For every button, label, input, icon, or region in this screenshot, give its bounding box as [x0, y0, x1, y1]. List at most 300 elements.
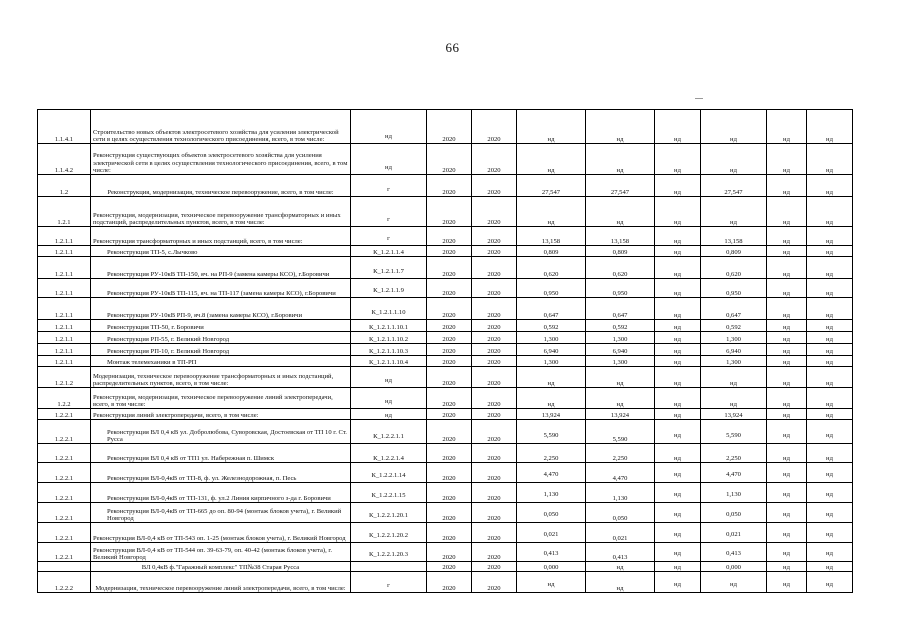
end-year-cell-text: 2020 [487, 474, 501, 482]
value-cell-1-text: 0,592 [543, 323, 559, 331]
end-year-cell-text: 2020 [487, 563, 501, 571]
start-year-cell-text: 2020 [442, 270, 456, 278]
value-cell-4 [701, 320, 767, 332]
row-code-cell [351, 197, 427, 227]
value-cell-3 [655, 227, 701, 246]
value-cell-2-text: 1,300 [612, 335, 628, 343]
value-cell-1-text: 1,300 [543, 335, 559, 343]
value-cell-3-text: нд [674, 270, 681, 278]
row-name-cell-text: Модернизация, техническое перевооружение линий электропередачи, всего, в том числе: [95, 584, 346, 592]
value-cell-1-text: 0,000 [543, 563, 559, 571]
value-cell-1-text: 1,300 [543, 358, 559, 366]
value-cell-5-text: нд [783, 166, 790, 174]
value-cell-3 [655, 444, 701, 463]
value-cell-2 [586, 367, 655, 388]
value-cell-6-text: нд [826, 311, 833, 319]
row-code-cell-text: К_1.2.2.1.20.2 [368, 531, 408, 539]
row-number-cell [38, 367, 91, 388]
row-number-cell-text: 1.2.2.1 [54, 534, 74, 542]
start-year-cell-text: 2020 [442, 188, 456, 196]
row-number-cell [38, 110, 91, 144]
value-cell-3 [655, 110, 701, 144]
value-cell-1 [517, 409, 586, 420]
value-cell-3-text: нд [674, 400, 681, 408]
row-code-cell [351, 367, 427, 388]
value-cell-4 [701, 197, 767, 227]
table-row [38, 320, 853, 332]
value-cell-2-text: 0,050 [612, 514, 628, 522]
value-cell-1 [517, 320, 586, 332]
value-cell-4 [701, 444, 767, 463]
value-cell-5-text: нд [783, 135, 790, 143]
end-year-cell-text: 2020 [487, 270, 501, 278]
row-number-cell [38, 463, 91, 483]
row-number-cell-text: 1.2.1.1 [54, 347, 74, 355]
table-row [38, 279, 853, 298]
row-number-cell-text: 1.2.2.2 [54, 584, 74, 592]
row-name-cell [91, 332, 351, 344]
start-year-cell [427, 298, 472, 320]
value-cell-5 [767, 344, 807, 356]
value-cell-2 [586, 332, 655, 344]
row-code-cell-text: К_1.2.2.1.15 [371, 491, 406, 499]
row-code-cell-text: нд [385, 397, 392, 405]
row-name-cell-text: Монтаж телемеханики в ТП-РП [107, 358, 197, 366]
row-code-cell [351, 463, 427, 483]
row-number-cell-text: 1.2.1.1 [54, 289, 74, 297]
value-cell-3 [655, 483, 701, 503]
row-name-cell-text: Реконструкция ВЛ 0,4 кВ от ТП1 ул. Набережная п. Шимск [107, 454, 275, 462]
value-cell-1-text: 0,050 [543, 510, 559, 518]
row-code-cell-text: К_1.2.1.1.10.1 [368, 323, 408, 331]
value-cell-1 [517, 503, 586, 523]
value-cell-2-text: 4,470 [612, 474, 628, 482]
value-cell-2 [586, 420, 655, 444]
value-cell-1 [517, 543, 586, 562]
start-year-cell [427, 246, 472, 257]
value-cell-3-text: нд [674, 311, 681, 319]
row-name-cell-text: Реконструкция РУ-10кВ ТП-150, яч. на РП-9 (замена камеры КСО), г.Боровичи [107, 270, 330, 278]
value-cell-6-text: нд [826, 289, 833, 297]
start-year-cell-text: 2020 [442, 411, 456, 419]
start-year-cell [427, 409, 472, 420]
value-cell-6-text: нд [826, 358, 833, 366]
value-cell-6-text: нд [826, 530, 833, 538]
value-cell-4-text: 4,470 [726, 470, 741, 478]
value-cell-5-text: нд [783, 510, 790, 518]
end-year-cell [472, 320, 517, 332]
value-cell-2 [586, 246, 655, 257]
value-cell-5 [767, 227, 807, 246]
value-cell-2 [586, 463, 655, 483]
investment-program-table [37, 109, 852, 593]
value-cell-6 [807, 463, 853, 483]
value-cell-6 [807, 388, 853, 409]
value-cell-4 [701, 332, 767, 344]
start-year-cell-text: 2020 [442, 400, 456, 408]
table-row [38, 483, 853, 503]
row-code-cell-text: нд [385, 411, 392, 419]
end-year-cell [472, 279, 517, 298]
end-year-cell [472, 144, 517, 175]
start-year-cell [427, 483, 472, 503]
end-year-cell [472, 503, 517, 523]
end-year-cell [472, 444, 517, 463]
table-row [38, 562, 853, 572]
start-year-cell-text: 2020 [442, 335, 456, 343]
value-cell-2 [586, 110, 655, 144]
row-code-cell-text: К_1.2.1.1.10.3 [368, 347, 408, 355]
row-code-cell [351, 320, 427, 332]
value-cell-6-text: нд [826, 563, 833, 571]
value-cell-6 [807, 562, 853, 572]
row-name-cell [91, 523, 351, 543]
value-cell-3-text: нд [674, 188, 681, 196]
value-cell-6-text: нд [826, 218, 833, 226]
row-number-cell [38, 175, 91, 197]
value-cell-6 [807, 298, 853, 320]
end-year-cell-text: 2020 [487, 135, 501, 143]
value-cell-4-text: нд [730, 400, 737, 408]
start-year-cell-text: 2020 [442, 454, 456, 462]
row-code-cell-text: К_1.2.1.1.10.4 [368, 358, 408, 366]
value-cell-4 [701, 279, 767, 298]
value-cell-2 [586, 572, 655, 593]
end-year-cell [472, 388, 517, 409]
value-cell-6 [807, 367, 853, 388]
row-code-cell-text: нд [385, 132, 392, 140]
start-year-cell-text: 2020 [442, 435, 456, 443]
start-year-cell-text: 2020 [442, 534, 456, 542]
value-cell-4-text: 0,592 [726, 323, 741, 331]
start-year-cell-text: 2020 [442, 474, 456, 482]
end-year-cell [472, 523, 517, 543]
value-cell-3 [655, 409, 701, 420]
row-name-cell-text: Реконструкция РП-55, г. Великий Новгород [107, 335, 230, 343]
end-year-cell [472, 227, 517, 246]
value-cell-3 [655, 279, 701, 298]
row-number-cell [38, 344, 91, 356]
value-cell-3-text: нд [674, 323, 681, 331]
row-number-cell-text: 1.2.1.1 [54, 237, 74, 245]
value-cell-6-text: нд [826, 431, 833, 439]
table-row [38, 367, 853, 388]
value-cell-3-text: нд [674, 335, 681, 343]
row-name-cell [91, 388, 351, 409]
value-cell-4 [701, 463, 767, 483]
value-cell-6-text: нд [826, 323, 833, 331]
value-cell-3 [655, 388, 701, 409]
value-cell-2 [586, 227, 655, 246]
value-cell-2-text: 0,809 [612, 248, 628, 256]
value-cell-6 [807, 409, 853, 420]
value-cell-3 [655, 298, 701, 320]
value-cell-5 [767, 356, 807, 367]
value-cell-1-text: 5,590 [543, 431, 559, 439]
table-row [38, 144, 853, 175]
table-row [38, 227, 853, 246]
start-year-cell [427, 110, 472, 144]
value-cell-6 [807, 246, 853, 257]
value-cell-1-text: нд [547, 166, 555, 174]
value-cell-6 [807, 320, 853, 332]
value-cell-5 [767, 257, 807, 279]
start-year-cell [427, 197, 472, 227]
value-cell-6-text: нд [826, 166, 833, 174]
value-cell-6-text: нд [826, 411, 833, 419]
value-cell-2-text: 0,950 [612, 289, 628, 297]
value-cell-1 [517, 197, 586, 227]
row-name-cell [91, 298, 351, 320]
row-name-cell [91, 463, 351, 483]
row-code-cell [351, 503, 427, 523]
value-cell-1 [517, 175, 586, 197]
row-number-cell [38, 320, 91, 332]
row-name-cell-text: Реконструкция трансформаторных и иных подстанций, всего, в том числе: [93, 237, 303, 245]
start-year-cell-text: 2020 [442, 514, 456, 522]
value-cell-4 [701, 409, 767, 420]
value-cell-5-text: нд [783, 454, 790, 462]
value-cell-5 [767, 332, 807, 344]
start-year-cell-text: 2020 [442, 289, 456, 297]
row-name-cell [91, 483, 351, 503]
value-cell-4-text: 1,300 [726, 358, 741, 366]
row-code-cell [351, 356, 427, 367]
value-cell-1 [517, 483, 586, 503]
row-code-cell [351, 298, 427, 320]
end-year-cell-text: 2020 [487, 166, 501, 174]
value-cell-2-text: 6,940 [612, 347, 628, 355]
start-year-cell [427, 279, 472, 298]
row-code-cell-text: г [387, 185, 390, 193]
value-cell-2-text: нд [616, 135, 624, 143]
value-cell-6-text: нд [826, 270, 833, 278]
value-cell-6 [807, 572, 853, 593]
value-cell-3 [655, 523, 701, 543]
value-cell-1-text: 27,547 [541, 188, 561, 196]
table-row [38, 420, 853, 444]
value-cell-5 [767, 562, 807, 572]
row-name-cell [91, 367, 351, 388]
value-cell-1 [517, 144, 586, 175]
end-year-cell [472, 197, 517, 227]
table-row [38, 356, 853, 367]
end-year-cell [472, 463, 517, 483]
value-cell-4-text: 0,050 [726, 510, 741, 518]
start-year-cell-text: 2020 [442, 563, 456, 571]
value-cell-1-text: 13,924 [541, 411, 561, 419]
row-code-cell [351, 246, 427, 257]
end-year-cell-text: 2020 [487, 379, 501, 387]
row-number-cell-text: 1.2.1.1 [54, 270, 74, 278]
value-cell-5 [767, 409, 807, 420]
start-year-cell [427, 572, 472, 593]
start-year-cell [427, 175, 472, 197]
row-code-cell-text: К_1.2.1.1.7 [373, 267, 404, 275]
value-cell-5-text: нд [783, 580, 790, 588]
value-cell-3-text: нд [674, 135, 681, 143]
value-cell-3-text: нд [674, 358, 681, 366]
value-cell-5 [767, 175, 807, 197]
value-cell-3-text: нд [674, 218, 681, 226]
value-cell-2-text: 1,130 [612, 494, 628, 502]
row-code-cell [351, 110, 427, 144]
value-cell-2-text: 0,021 [612, 534, 628, 542]
value-cell-2 [586, 144, 655, 175]
start-year-cell [427, 320, 472, 332]
value-cell-3-text: нд [674, 530, 681, 538]
value-cell-6-text: нд [826, 400, 833, 408]
value-cell-6 [807, 110, 853, 144]
value-cell-2 [586, 279, 655, 298]
end-year-cell [472, 367, 517, 388]
value-cell-3-text: нд [674, 237, 681, 245]
value-cell-1-text: нд [547, 379, 555, 387]
value-cell-6 [807, 523, 853, 543]
value-cell-4 [701, 523, 767, 543]
value-cell-2-text: 0,620 [612, 270, 628, 278]
value-cell-5 [767, 420, 807, 444]
value-cell-6-text: нд [826, 454, 833, 462]
row-code-cell [351, 409, 427, 420]
value-cell-5 [767, 144, 807, 175]
value-cell-1 [517, 356, 586, 367]
start-year-cell-text: 2020 [442, 379, 456, 387]
value-cell-4-text: 1,300 [726, 335, 741, 343]
value-cell-5-text: нд [783, 218, 790, 226]
value-cell-2 [586, 356, 655, 367]
value-cell-5-text: нд [783, 358, 790, 366]
table-row [38, 197, 853, 227]
value-cell-5-text: нд [783, 549, 790, 557]
row-code-cell-text: К_1.2.2.1.4 [373, 454, 404, 462]
row-number-cell [38, 409, 91, 420]
row-name-cell-text: Реконструкция РУ-10кВ ТП-115, яч. на ТП-117 (замена камеры КСО), г.Боровичи [107, 289, 336, 297]
value-cell-1-text: 0,413 [543, 549, 559, 557]
value-cell-2-text: 13,924 [610, 411, 630, 419]
row-code-cell [351, 543, 427, 562]
row-number-cell-text: 1.2.1.1 [54, 311, 74, 319]
value-cell-1 [517, 367, 586, 388]
value-cell-2-text: нд [616, 218, 624, 226]
value-cell-1-text: нд [547, 135, 555, 143]
end-year-cell [472, 572, 517, 593]
value-cell-1 [517, 110, 586, 144]
value-cell-4 [701, 246, 767, 257]
row-code-cell [351, 257, 427, 279]
row-number-cell-text: 1.2.2.1 [54, 435, 74, 443]
value-cell-6-text: нд [826, 510, 833, 518]
value-cell-5-text: нд [783, 431, 790, 439]
value-cell-5-text: нд [783, 347, 790, 355]
value-cell-6 [807, 144, 853, 175]
row-number-cell [38, 246, 91, 257]
value-cell-1 [517, 572, 586, 593]
value-cell-3-text: нд [674, 490, 681, 498]
start-year-cell [427, 227, 472, 246]
value-cell-2 [586, 298, 655, 320]
row-name-cell [91, 444, 351, 463]
row-number-cell-text: 1.2.1.1 [54, 248, 74, 256]
row-name-cell [91, 572, 351, 593]
value-cell-5 [767, 388, 807, 409]
row-number-cell-text: 1.2.2.1 [54, 411, 74, 419]
row-number-cell-text: 1.2.2 [57, 400, 71, 408]
row-code-cell-text: К_1.2.1.1.4 [373, 248, 404, 256]
start-year-cell [427, 356, 472, 367]
start-year-cell [427, 562, 472, 572]
value-cell-2-text: нд [616, 400, 624, 408]
value-cell-5-text: нд [783, 311, 790, 319]
row-number-cell-text: 1.2 [59, 188, 69, 196]
value-cell-1-text: нд [547, 218, 555, 226]
value-cell-3 [655, 356, 701, 367]
value-cell-2 [586, 388, 655, 409]
value-cell-3 [655, 332, 701, 344]
row-name-cell [91, 246, 351, 257]
end-year-cell [472, 562, 517, 572]
value-cell-2-text: 1,300 [612, 358, 628, 366]
value-cell-5 [767, 367, 807, 388]
value-cell-4 [701, 388, 767, 409]
end-year-cell-text: 2020 [487, 237, 501, 245]
value-cell-6 [807, 356, 853, 367]
row-number-cell-text: 1.2.1.1 [54, 358, 74, 366]
row-name-cell-text: Реконструкция линий электропередачи, всего, в том числе: [93, 411, 259, 419]
value-cell-6 [807, 257, 853, 279]
value-cell-2-text: 5,590 [612, 435, 628, 443]
start-year-cell [427, 444, 472, 463]
value-cell-5 [767, 110, 807, 144]
value-cell-1-text: 0,620 [543, 270, 559, 278]
value-cell-5 [767, 197, 807, 227]
row-code-cell-text: К_1.2.1.1.10.2 [368, 335, 408, 343]
value-cell-4 [701, 572, 767, 593]
row-number-cell [38, 332, 91, 344]
value-cell-2 [586, 523, 655, 543]
value-cell-6-text: нд [826, 490, 833, 498]
end-year-cell-text: 2020 [487, 218, 501, 226]
value-cell-4-text: 0,647 [726, 311, 741, 319]
row-code-cell [351, 483, 427, 503]
row-name-cell [91, 356, 351, 367]
end-year-cell [472, 332, 517, 344]
start-year-cell [427, 420, 472, 444]
end-year-cell-text: 2020 [487, 584, 501, 592]
value-cell-1 [517, 444, 586, 463]
end-year-cell-text: 2020 [487, 335, 501, 343]
row-name-cell [91, 562, 351, 572]
value-cell-3 [655, 197, 701, 227]
row-name-cell [91, 279, 351, 298]
table-row [38, 572, 853, 593]
value-cell-3-text: нд [674, 510, 681, 518]
row-code-cell [351, 279, 427, 298]
value-cell-4 [701, 562, 767, 572]
row-number-cell [38, 388, 91, 409]
row-name-cell [91, 543, 351, 562]
value-cell-2 [586, 197, 655, 227]
value-cell-3-text: нд [674, 549, 681, 557]
start-year-cell [427, 332, 472, 344]
value-cell-5-text: нд [783, 490, 790, 498]
value-cell-2-text: нд [616, 584, 624, 592]
value-cell-1 [517, 463, 586, 483]
value-cell-5 [767, 246, 807, 257]
value-cell-1-text: 0,647 [543, 311, 559, 319]
end-year-cell-text: 2020 [487, 494, 501, 502]
row-name-cell [91, 227, 351, 246]
